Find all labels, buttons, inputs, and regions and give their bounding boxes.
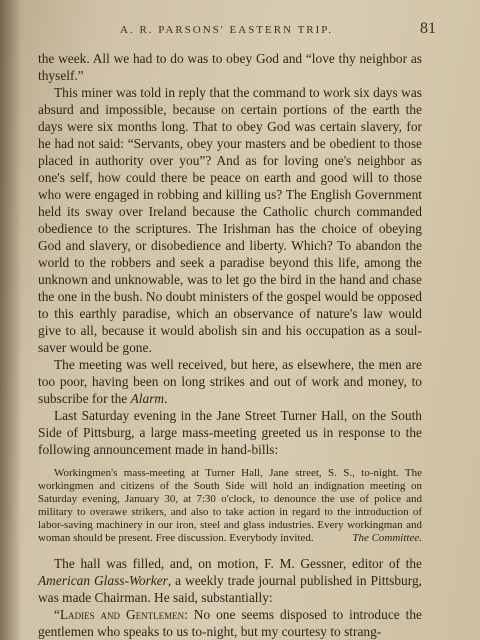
paragraph-5: The hall was filled, and, on motion, F. M. Gessner, editor of the American Glass-Worker, a weekly trade journal published in Pittsburg, was made Chairman. He said, substantially: (38, 556, 422, 605)
page-header (0, 20, 480, 44)
page-number: 81 (420, 20, 436, 37)
paragraph-3: The meeting was well received, but here, as elsewhere, the men are too poor, having been on long strikes and out of work and money, to subscribe for the Alarm. (38, 357, 422, 406)
page-body (38, 50, 422, 640)
paragraph-1: the week. All we had to do was to obey God and “love thy neighbor as thyself.” (38, 51, 422, 83)
handbill-signature: The Committee. (352, 532, 422, 544)
paragraph-4: Last Saturday evening in the Jane Street Turner Hall, on the South Side of Pittsburg, a large mass-meeting greeted us in response to the following announcement made in hand-bills: (38, 408, 422, 457)
binding-shadow (0, 0, 22, 640)
handbill-quote (38, 467, 422, 545)
paragraph-6: “Ladies and Gentlemen: No one seems disposed to introduce the gentlemen who speaks to us to-night, but my courtesy to strang- (38, 607, 422, 639)
paragraph-2: This miner was told in reply that the command to work six days was absurd and impossible, because on certain portions of the earth the days were six months long. That to obey God was certain slavery, for he had not said: “Servants, obey your masters and be obedient to those placed in authority over you”? And as for loving one's neighbor as one's self, how could there be peace on earth and good will to those who were engaged in robbing and killing us? The English Government held its sway over Ireland because the Catholic church commanded obedience to the scriptures. The Irishman has the choice of obeying God and slavery, or disobedience and liberty. Which? To abandon the world to the robbers and seek a paradise beyond this life, among the unknown and unknowable, was to let go the bird in the hand and chase the one in the bush. No doubt ministers of the gospel would be opposed to this earthly paradise, which an observance of nature's law would give to all, because it would abolish sin and his occupation as a soul-saver would be gone. (38, 85, 422, 355)
running-title: A. R. PARSONS' EASTERN TRIP. (120, 24, 333, 36)
handbill-text: Workingmen's mass-meeting at Turner Hall, Jane street, S. S., to-night. The workingmen and citizens of the South Side will hold an indignation meeting on Saturday evening, January 30, at 7:30 o'clock, to denounce the use of police and military to overawe strikers, and also to take action in regard to the introduction of labor-saving machinery in our iron, steel and glass industries. Every workingman and woman should be present. Free discussion. Everybody invited. (38, 467, 422, 544)
